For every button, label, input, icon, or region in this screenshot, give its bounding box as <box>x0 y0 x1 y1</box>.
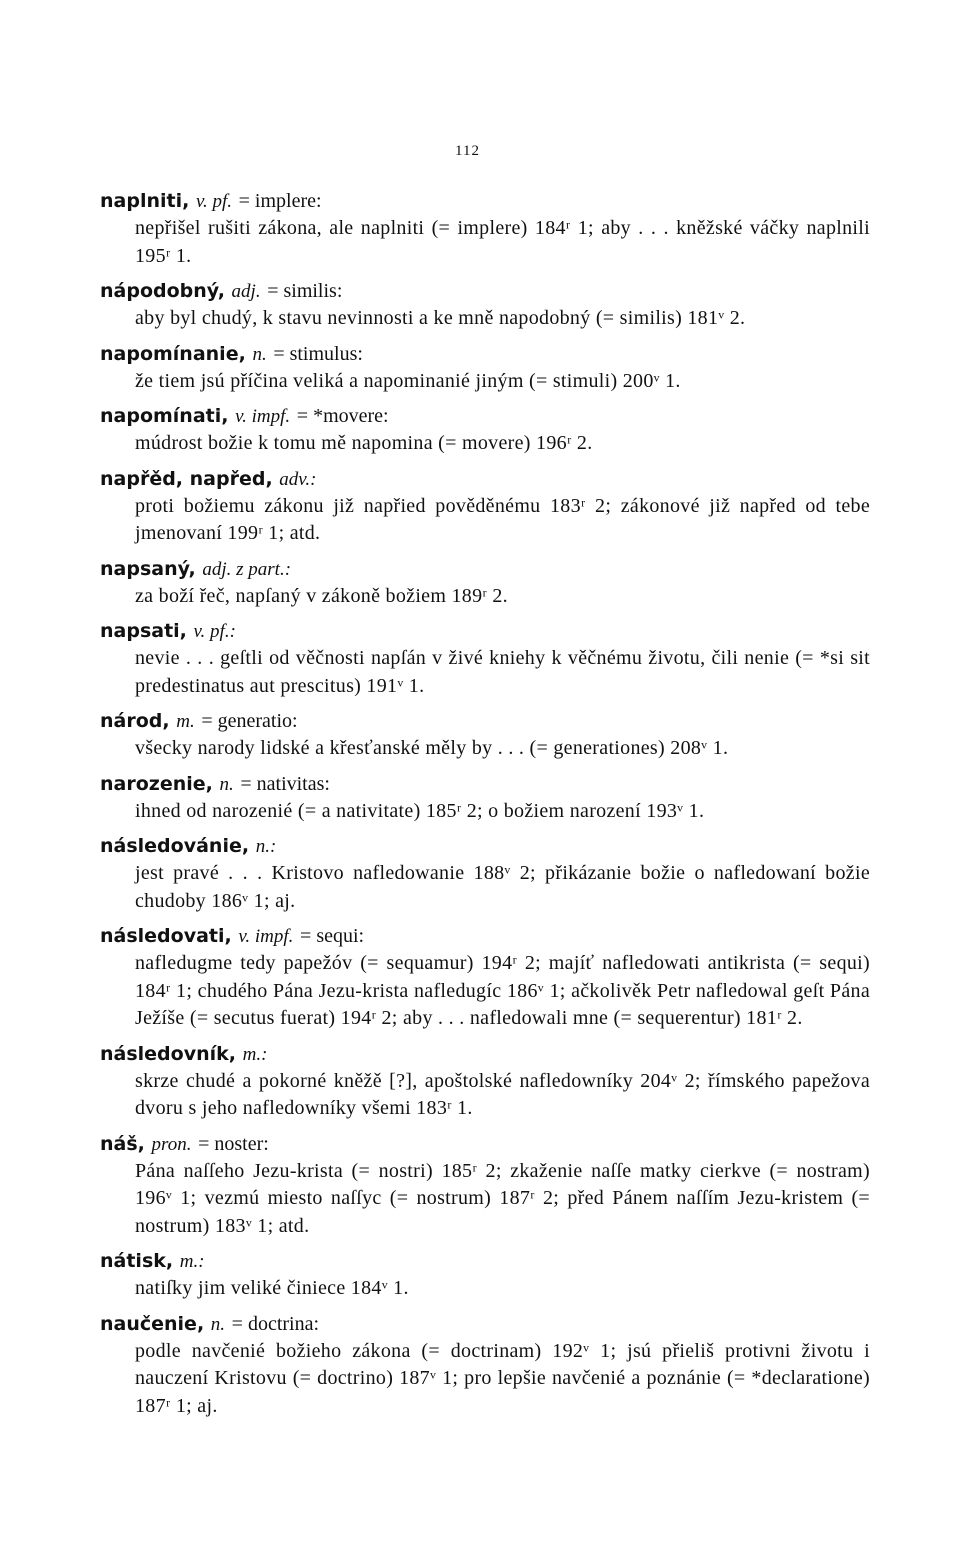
dictionary-entry <box>100 1311 870 1421</box>
entry-text: za boží řeč, napſaný v zákoně božiem 189ʳ 2. <box>135 584 508 607</box>
entry-grammar: adj. z part.: <box>202 558 292 580</box>
entry-grammar: m. <box>176 711 195 732</box>
entry-grammar: adj. <box>231 281 261 302</box>
entry-latin: = similis: <box>267 280 343 302</box>
entry-headword: napsati, <box>100 620 187 642</box>
entry-grammar: n. <box>252 343 267 365</box>
entry-latin: = nativitas: <box>240 772 330 795</box>
entry-headword: náš, <box>100 1132 145 1155</box>
entry-latin: = noster: <box>198 1132 269 1155</box>
entry-headword: následovánie, <box>100 835 250 857</box>
entry-text: nepřišel rušiti zákona, ale naplniti (= implere) 184ʳ 1; aby . . . kněžské váčky naplnili 195ʳ 1. <box>135 217 870 267</box>
entry-grammar: adv.: <box>279 468 317 490</box>
entry-text: aby byl chudý, k stavu nevinnosti a ke mně napodobný (= similis) 181ᵛ 2. <box>135 307 746 329</box>
dictionary-entry <box>100 403 870 458</box>
entry-grammar: n.: <box>255 836 277 857</box>
entry-headword: naplniti, <box>100 190 190 212</box>
entry-headword: napsaný, <box>100 557 196 580</box>
entry-latin: = sequi: <box>300 925 365 947</box>
entry-grammar: pron. <box>151 1133 192 1155</box>
entry-headword: nápodobný, <box>100 280 225 302</box>
entry-grammar: v. pf. <box>195 191 233 212</box>
entry-latin: = generatio: <box>201 710 298 732</box>
entry-headword: nátisk, <box>100 1250 174 1272</box>
entry-headword: napomínanie, <box>100 342 246 365</box>
entry-grammar: v. impf. <box>235 406 291 427</box>
entry-headword: napřěd, napřed, <box>100 467 273 490</box>
entry-text: všecky narody lidské a křesťanské měly by . . . (= generationes) 208ᵛ 1. <box>135 737 729 759</box>
entry-grammar: v. pf.: <box>193 621 236 642</box>
entry-latin: = *movere: <box>296 405 389 427</box>
entry-text: Pána naſſeho Jezu-krista (= nostri) 185ʳ 2; zkaženie naſſe matky cierkve (= nostram) 196ᵛ 1; vezmú miesto naſſyc (= nostrum) 187ʳ 2; před Pánem naſſím Jezu-kristem (= nostrum) 183ᵛ 1; atd. <box>135 1159 870 1237</box>
dictionary-entries <box>100 188 870 1428</box>
entry-grammar: m.: <box>242 1043 268 1065</box>
dictionary-entry <box>100 771 870 826</box>
page-number: 112 <box>455 143 480 159</box>
entry-latin: = doctrina: <box>231 1312 320 1335</box>
entry-text: skrze chudé a pokorné kněžě [?], apoštolské nafledowníky 204ᵛ 2; římského papežova dvoru s jeho nafledowníky všemi 183ʳ 1. <box>135 1069 870 1119</box>
dictionary-entry <box>100 1248 870 1303</box>
entry-text: natiſky jim veliké činiece 184ᵛ 1. <box>135 1277 409 1299</box>
entry-grammar: m.: <box>179 1251 205 1272</box>
entry-text: podle navčenié božieho zákona (= doctrinam) 192ᵛ 1; jsú přieliš protivni životu i nauczení Kristovu (= doctrino) 187ᵛ 1; pro lepšie navčenié a poznánie (= *declaratione) 187ʳ 1; aj. <box>135 1339 870 1417</box>
dictionary-entry <box>100 923 870 1033</box>
dictionary-entry <box>100 466 870 548</box>
dictionary-entry <box>100 341 870 396</box>
dictionary-entry <box>100 833 870 915</box>
dictionary-entry <box>100 556 870 611</box>
entry-latin: = implere: <box>238 190 322 212</box>
entry-text: jest pravé . . . Kristovo nafledowanie 188ᵛ 2; přikázanie božie o nafledowaní božie chudoby 186ᵛ 1; aj. <box>135 862 870 912</box>
entry-headword: narozenie, <box>100 772 213 795</box>
entry-text: nafledugme tedy papežóv (= sequamur) 194ʳ 2; majíť nafledowati antikrista (= sequi) 184ʳ 1; chudého Pána Jezu-krista nafledugíc 186ᵛ 1; ačkolivěk Petr nafledowal geſt Pána Ježíše (= secutus fuerat) 194ʳ 2; aby . . . nafledowali mne (= sequerentur) 181ʳ 2. <box>135 952 870 1029</box>
entry-headword: následovník, <box>100 1042 236 1065</box>
dictionary-entry <box>100 1041 870 1123</box>
entry-headword: naučenie, <box>100 1312 205 1335</box>
entry-text: ihned od narozenié (= a nativitate) 185ʳ 2; o božiem narození 193ᵛ 1. <box>135 799 705 822</box>
entry-text: múdrost božie k tomu mě napomina (= movere) 196ʳ 2. <box>135 432 593 454</box>
entry-grammar: n. <box>210 1313 226 1335</box>
entry-text: že tiem jsú příčina veliká a napominanié jiným (= stimuli) 200ᵛ 1. <box>135 369 681 392</box>
entry-headword: napomínati, <box>100 405 229 427</box>
entry-grammar: n. <box>219 773 234 795</box>
entry-headword: národ, <box>100 710 170 732</box>
entry-text: nevie . . . geſtli od věčnosti napſán v živé kniehy k věčnému životu, čili nenie (= *si sit predestinatus aut prescitus) 191ᵛ 1. <box>135 647 870 697</box>
dictionary-entry <box>100 278 870 333</box>
dictionary-entry <box>100 188 870 270</box>
entry-headword: následovati, <box>100 925 232 947</box>
entry-grammar: v. impf. <box>238 926 294 947</box>
entry-latin: = stimulus: <box>273 342 363 365</box>
dictionary-entry <box>100 708 870 763</box>
dictionary-entry <box>100 1131 870 1241</box>
dictionary-entry <box>100 618 870 700</box>
entry-text: proti božiemu zákonu již napřied pověděnému 183ʳ 2; zákonové již napřed od tebe jmenovaní 199ʳ 1; atd. <box>135 494 870 544</box>
